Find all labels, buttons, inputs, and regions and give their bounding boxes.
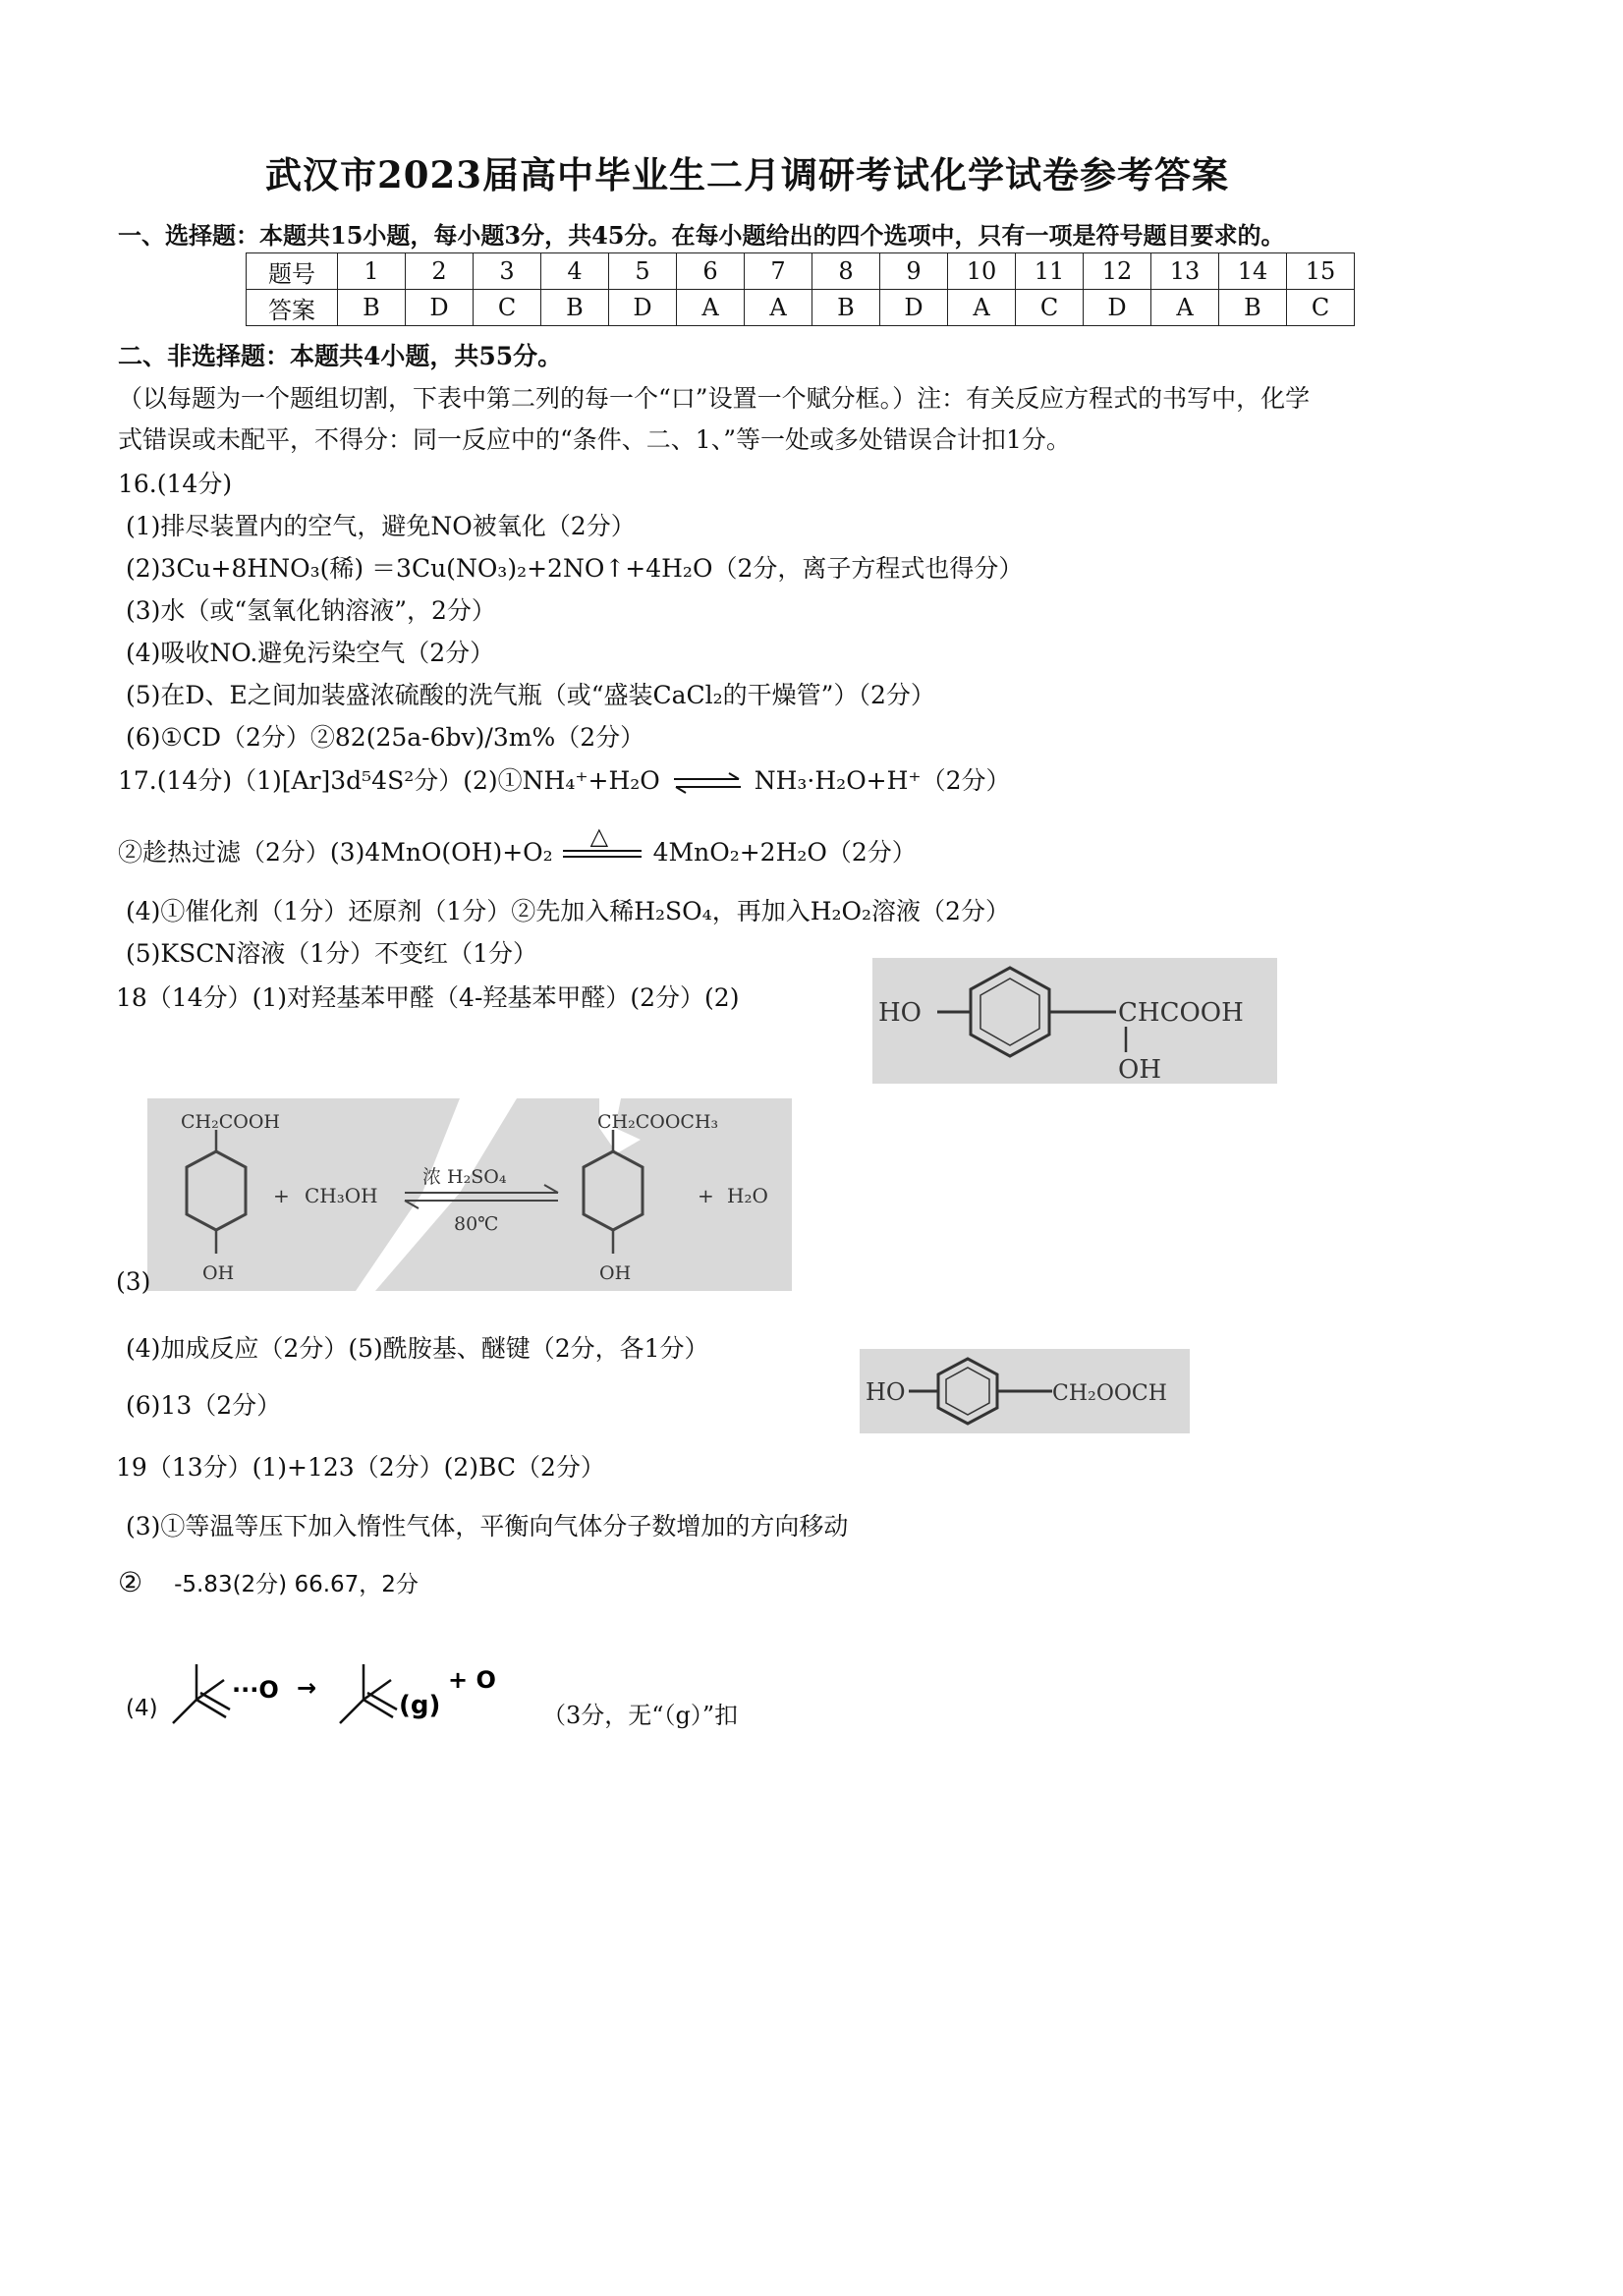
section1-heading: 一、选择题：本题共15小题，每小题3分，共45分。在每小题给出的四个选项中，只有一项是符号题目要求的。 — [118, 221, 1285, 250]
table-cell: 12 — [1084, 253, 1151, 290]
table-cell: 9 — [880, 253, 948, 290]
equilibrium-arrow-icon — [672, 771, 743, 795]
q17-equation-left: ②趁热过滤（2分）(3)4MnO(OH)+O₂ — [118, 838, 553, 867]
table-cell: 11 — [1016, 253, 1084, 290]
reaction-image-q18-3 — [147, 1098, 792, 1291]
table-cell: D — [880, 290, 948, 326]
q16-answer: (4)吸收NO.避免污染空气（2分） — [126, 639, 495, 667]
q18-label: (3) — [116, 1267, 151, 1296]
answer-table — [246, 252, 1355, 326]
benzene-structure-icon — [860, 1349, 1190, 1433]
structure-label: CH₃OH — [305, 1184, 378, 1207]
table-cell: D — [609, 290, 677, 326]
structure-label: OH — [1118, 1055, 1161, 1084]
heat-condition — [561, 821, 645, 869]
page-title: 武汉市2023届高中毕业生二月调研考试化学试卷参考答案 — [265, 153, 1229, 196]
table-cell: 3 — [474, 253, 541, 290]
structure-label: HO — [878, 998, 922, 1028]
dots-oxygen: ···O — [232, 1676, 279, 1704]
structure-label: CHCOOH — [1118, 998, 1244, 1028]
table-cell: D — [1084, 290, 1151, 326]
table-cell: B — [338, 290, 406, 326]
structure-label: 80℃ — [454, 1213, 499, 1235]
table-cell: A — [1151, 290, 1219, 326]
structure-label: + — [698, 1184, 714, 1207]
table-cell: C — [1287, 290, 1355, 326]
q18-answer: (4)加成反应（2分）(5)酰胺基、醚键（2分，各1分） — [126, 1334, 709, 1363]
q17-equation-right: NH₃·H₂O+H⁺（2分） — [754, 766, 1011, 795]
table-cell: A — [745, 290, 812, 326]
structure-label: 浓 H₂SO₄ — [422, 1166, 507, 1188]
arrow-icon: → — [297, 1674, 317, 1702]
structure-label: HO — [866, 1378, 906, 1406]
circled-number: ② — [118, 1566, 143, 1598]
structure-label: + — [273, 1184, 290, 1207]
q16-heading: 16.(14分) — [118, 470, 233, 498]
table-row-label: 题号 — [247, 253, 338, 290]
structure-label: CH₂OOCH — [1052, 1381, 1167, 1406]
q19-answer — [118, 1566, 419, 1598]
table-cell: B — [541, 290, 609, 326]
table-cell: C — [474, 290, 541, 326]
structure-label: CH₂COOH — [181, 1111, 280, 1133]
q19-label: (4) — [126, 1696, 158, 1721]
q19-answer: (3)①等温等压下加入惰性气体，平衡向气体分子数增加的方向移动 — [126, 1512, 849, 1540]
q19-line: 19（13分）(1)+123（2分）(2)BC（2分） — [116, 1453, 605, 1482]
table-cell: A — [677, 290, 745, 326]
reaction-equation-q19-4 — [167, 1639, 540, 1737]
table-cell: 15 — [1287, 253, 1355, 290]
q19-note: （3分，无“（g）”扣 — [542, 1702, 739, 1729]
q19-values: -5.83(2分) 66.67，2分 — [174, 1572, 419, 1597]
equals-line — [563, 856, 642, 858]
plus-oxygen: + O — [448, 1666, 496, 1694]
table-cell: 6 — [677, 253, 745, 290]
table-row-answers — [247, 290, 1355, 326]
q16-answer: (1)排尽装置内的空气，避免NO被氧化（2分） — [126, 512, 636, 540]
structure-image-q18-6 — [860, 1349, 1190, 1433]
q17-answer: (5)KSCN溶液（1分）不变红（1分） — [126, 939, 538, 968]
table-cell: 5 — [609, 253, 677, 290]
structure-label: H₂O — [727, 1184, 768, 1207]
table-cell: 2 — [406, 253, 474, 290]
table-cell: 10 — [948, 253, 1016, 290]
table-row-numbers — [247, 253, 1355, 290]
q17-answer: (4)①催化剂（1分）还原剂（1分）②先加入稀H₂SO₄，再加入H₂O₂溶液（2分） — [126, 897, 1010, 925]
table-row-label: 答案 — [247, 290, 338, 326]
q16-answer: (6)①CD（2分）②82(25a-6bv)/3m%（2分） — [126, 723, 645, 752]
table-cell: 4 — [541, 253, 609, 290]
structure-label: CH₂COOCH₃ — [597, 1111, 719, 1133]
heat-symbol: △ — [589, 821, 609, 850]
table-cell: 8 — [812, 253, 880, 290]
table-cell: 7 — [745, 253, 812, 290]
q17-equation-left: 17.(14分)（1)[Ar]3d⁵4S²分）(2)①NH₄⁺+H₂O — [118, 766, 660, 795]
q16-answer: (5)在D、E之间加装盛浓硫酸的洗气瓶（或“盛装CaCl₂的干燥管”）（2分） — [126, 681, 935, 709]
q17-equation-right: 4MnO₂+2H₂O（2分） — [652, 838, 917, 867]
q16-answer: (2)3Cu+8HNO₃(稀) ＝3Cu(NO₃)₂+2NO↑+4H₂O（2分，离子方程式也得分） — [126, 554, 1024, 583]
note-line: （以每题为一个题组切割，下表中第二列的每一个“口”设置一个赋分框。）注：有关反应方程式的书写中，化学 — [118, 384, 1311, 413]
structure-label: OH — [202, 1262, 235, 1284]
q16-answer: (3)水（或“氢氧化钠溶液”，2分） — [126, 596, 496, 625]
q17-line — [118, 761, 1011, 797]
equals-line — [563, 850, 642, 852]
table-cell: B — [1219, 290, 1287, 326]
structure-image-q18-2 — [872, 958, 1277, 1084]
q17-line — [118, 821, 917, 869]
table-cell: A — [948, 290, 1016, 326]
table-cell: 1 — [338, 253, 406, 290]
esterification-reaction-icon — [147, 1098, 792, 1291]
q18-answer: (6)13（2分） — [126, 1391, 282, 1420]
section2-heading: 二、非选择题：本题共4小题，共55分。 — [118, 342, 563, 370]
note-line: 式错误或未配平，不得分：同一反应中的“条件、二、1、”等一处或多处错误合计扣1分。 — [118, 425, 1071, 454]
structure-label: OH — [599, 1262, 632, 1284]
benzene-structure-icon — [872, 958, 1277, 1084]
table-cell: B — [812, 290, 880, 326]
q18-line: 18（14分）(1)对羟基苯甲醛（4-羟基苯甲醛）(2分）(2) — [116, 983, 740, 1012]
table-cell: 13 — [1151, 253, 1219, 290]
table-cell: D — [406, 290, 474, 326]
table-cell: C — [1016, 290, 1084, 326]
table-cell: 14 — [1219, 253, 1287, 290]
gas-state: (g) — [399, 1691, 441, 1720]
